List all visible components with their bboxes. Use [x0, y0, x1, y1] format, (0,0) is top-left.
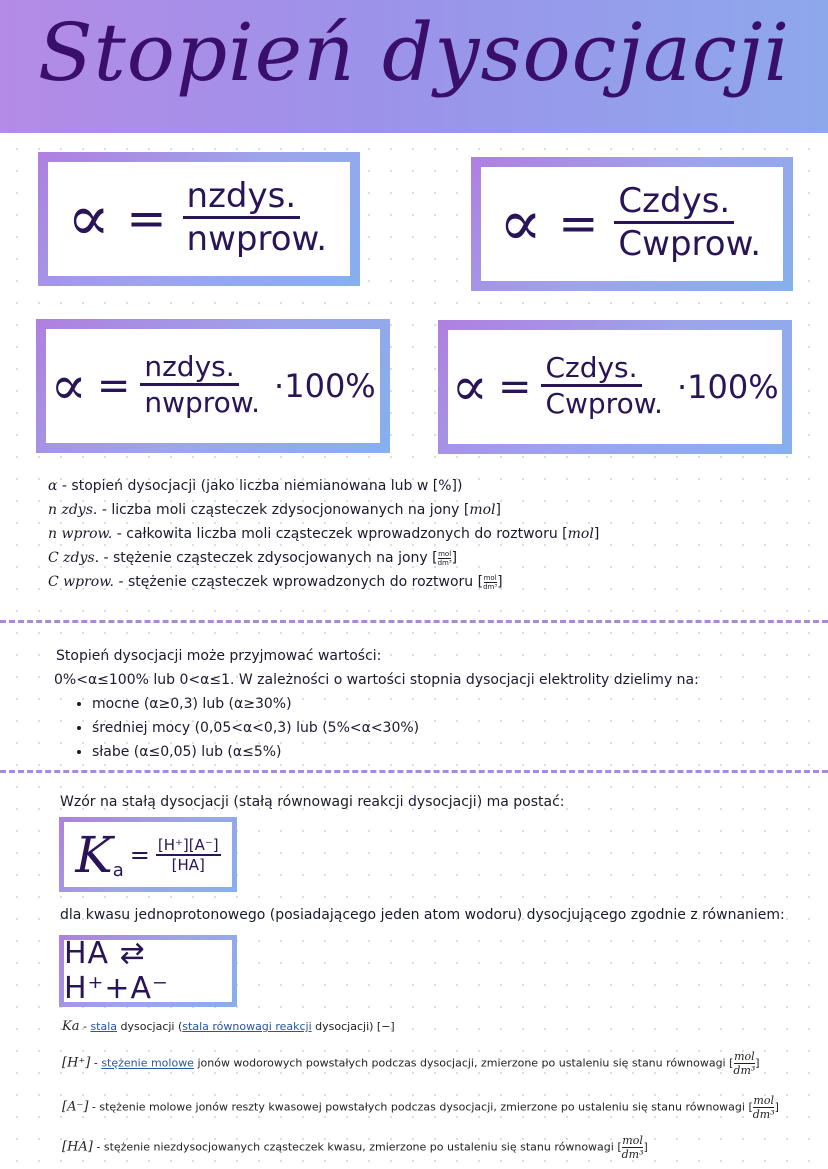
text: - stężenie niezdysocjowanych cząsteczek kwasu, zmierzone po ustaleniu się stanu równowagi [	[96, 1140, 622, 1154]
definition-row	[48, 522, 599, 546]
unit-top: mol	[753, 1094, 774, 1107]
unit-top: mol	[483, 573, 497, 582]
bracket: ]	[593, 526, 600, 542]
fraction	[541, 353, 666, 420]
range-text: 0%<α≤100% lub 0<α≤1. W zależności o wartości stopnia dysocjacji elektrolity dzielimy na:	[54, 672, 699, 688]
symbol: Ka	[62, 1019, 80, 1034]
bracket: ]	[643, 1140, 648, 1154]
text: jonów wodorowych powstałych podczas dysocjacji, zmierzone po ustaleniu się stanu równowagi [	[193, 1056, 734, 1070]
ka-symbol: K	[75, 825, 113, 884]
legend-ha	[62, 1134, 648, 1161]
unit-fraction	[438, 550, 452, 567]
formula-box-c-percent	[438, 320, 792, 454]
equals-sign: =	[558, 196, 599, 252]
legend-a	[62, 1094, 779, 1121]
bracket: ]	[451, 550, 458, 566]
bracket: ]	[755, 1056, 760, 1070]
denominator: [HA]	[171, 855, 205, 874]
symbol: n zdys.	[48, 502, 98, 518]
numerator: nzdys.	[183, 178, 301, 218]
fraction	[140, 352, 264, 419]
alpha-symbol: ∝	[67, 182, 111, 256]
definition-row	[48, 498, 599, 522]
ka-formula-box	[59, 817, 237, 892]
symbol: [A⁻]	[62, 1099, 89, 1115]
definition-text: - stopień dysocjacji (jako liczba niemianowana lub w [%])	[61, 478, 463, 494]
link-stala-rownowagi[interactable]: stala równowagi reakcji	[182, 1020, 312, 1033]
equals-sign: =	[129, 840, 150, 869]
denominator: nwprow.	[144, 386, 261, 420]
definition-row	[48, 570, 599, 594]
divider	[0, 770, 828, 773]
definition-text: - stężenie cząsteczek wprowadzonych do roztworu [	[118, 574, 484, 590]
alpha-symbol: ∝	[50, 354, 87, 417]
ka-intro: Wzór na stałą dysocjacji (stałą równowagi reakcji dysocjacji) ma postać:	[60, 794, 565, 810]
legend-h	[62, 1050, 760, 1077]
alpha-range-section	[56, 644, 699, 764]
definition-text: - całkowita liczba moli cząsteczek wprowadzonych do roztworu [	[116, 526, 568, 542]
numerator: Czdys.	[614, 183, 734, 223]
bracket: ]	[774, 1100, 779, 1114]
numerator: nzdys.	[140, 352, 238, 386]
unit-bottom: dm³	[621, 1148, 644, 1161]
unit: mol	[567, 526, 594, 542]
text: -	[82, 1020, 91, 1033]
definition-text: - liczba moli cząsteczek zdysocjonowanych na jony [	[101, 502, 470, 518]
list-item: • słabe (α≤0,05) lub (α≤5%)	[92, 740, 699, 764]
formula-box-n-percent	[36, 319, 390, 453]
symbol: α	[48, 478, 58, 494]
electrolyte-list	[56, 692, 699, 764]
unit-top: mol	[438, 549, 452, 558]
unit-fraction	[622, 1134, 644, 1161]
unit-bottom: dm³	[437, 558, 452, 567]
denominator: Cwprow.	[618, 223, 762, 264]
unit: mol	[469, 502, 496, 518]
unit-bottom: dm³	[733, 1064, 756, 1077]
symbol: C wprow.	[48, 574, 115, 590]
bracket: ]	[495, 502, 501, 518]
divider	[0, 620, 828, 623]
reaction-equation: HA ⇄ H⁺+A⁻	[64, 936, 169, 1006]
unit-top: mol	[622, 1134, 643, 1147]
text: dysocjacji (	[117, 1020, 183, 1033]
text: dysocjacji) [−]	[311, 1020, 395, 1033]
unit-top: mol	[734, 1050, 755, 1063]
definitions-list	[48, 474, 599, 594]
unit-fraction	[753, 1094, 775, 1121]
range-intro: Stopień dysocjacji może przyjmować wartości:	[56, 648, 382, 664]
bracket: ]	[497, 574, 503, 590]
numerator: Czdys.	[541, 353, 641, 387]
equals-sign: =	[126, 191, 167, 247]
link-stala[interactable]: stala	[90, 1020, 118, 1033]
fraction	[183, 178, 331, 259]
fraction	[614, 183, 765, 264]
percent-factor: ·100%	[676, 368, 779, 406]
denominator: Cwprow.	[545, 387, 663, 421]
denominator: nwprow.	[186, 218, 327, 259]
symbol: [HA]	[62, 1139, 93, 1155]
percent-factor: ·100%	[274, 367, 376, 405]
text: - stężenie molowe jonów reszty kwasowej powstałych podczas dysocjacji, zmierzone po ustaleniu się stanu równowagi [	[91, 1100, 753, 1114]
formula-box-n	[38, 152, 360, 286]
monoprotic-text: dla kwasu jednoprotonowego (posiadającego jeden atom wodoru) dysocjującego zgodnie z równaniem:	[60, 907, 785, 923]
ka-subscript: a	[112, 860, 124, 881]
ka-fraction	[156, 836, 221, 874]
list-item: • średniej mocy (0,05<α<0,3) lub (5%<α<30%)	[92, 716, 699, 740]
symbol: n wprow.	[48, 526, 113, 542]
alpha-symbol: ∝	[451, 355, 488, 418]
legend-ka	[62, 1019, 395, 1034]
symbol: [H⁺]	[62, 1055, 91, 1071]
formula-box-c	[471, 157, 793, 291]
list-item: • mocne (α≥0,3) lub (α≥30%)	[92, 692, 699, 716]
reaction-box	[59, 935, 237, 1007]
alpha-symbol: ∝	[498, 187, 543, 261]
link-stezenie-molowe[interactable]: stężenie molowe	[101, 1056, 194, 1070]
unit-bottom: dm³	[483, 582, 498, 591]
page-title: Stopień dysocjacji	[37, 6, 791, 99]
unit-fraction	[483, 574, 497, 591]
definition-row	[48, 474, 599, 498]
symbol: C zdys.	[48, 550, 100, 566]
unit-fraction	[733, 1050, 755, 1077]
equals-sign: =	[497, 364, 532, 410]
text: -	[93, 1056, 102, 1070]
definition-row	[48, 546, 599, 570]
unit-bottom: dm³	[752, 1108, 775, 1121]
equals-sign: =	[96, 363, 131, 409]
definition-text: - stężenie cząsteczek zdysocjowanych na jony [	[103, 550, 438, 566]
numerator: [H⁺][A⁻]	[157, 835, 219, 854]
